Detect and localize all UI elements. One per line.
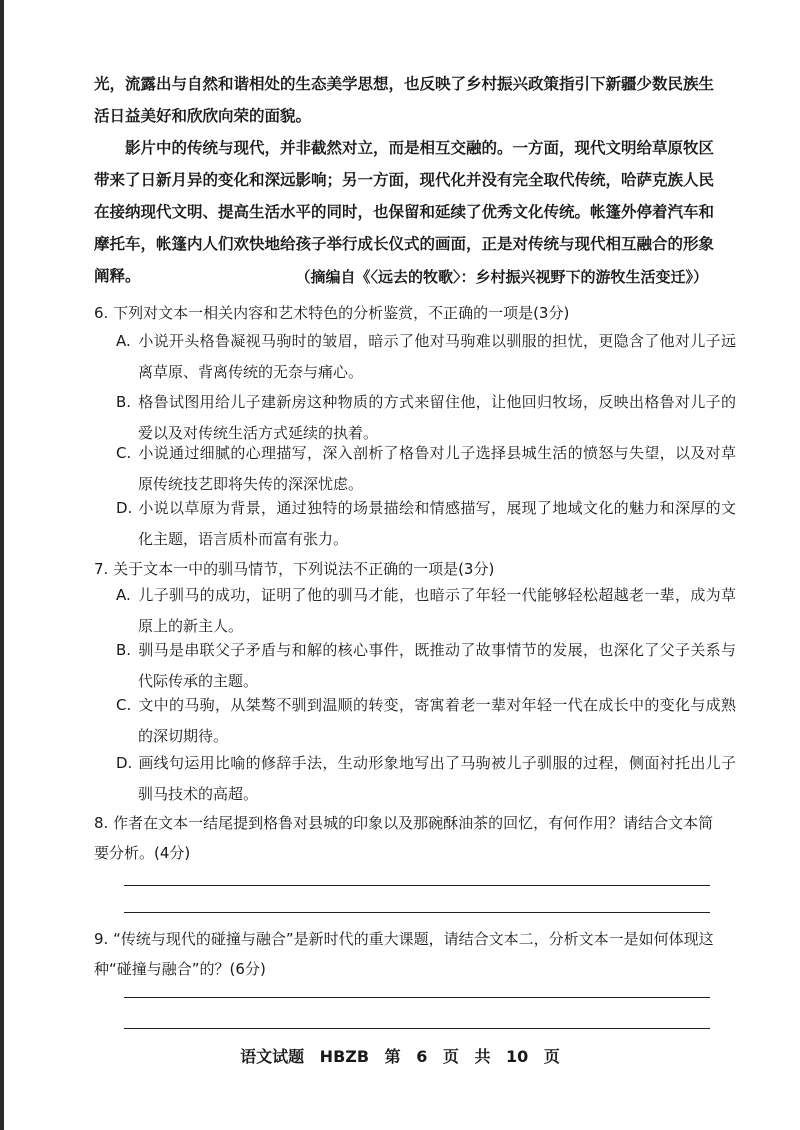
option-text: 小说以草原为背景，通过独特的场景描绘和情感描写，展现了地域文化的魅力和深厚的文化主题，语言质朴而富有张力。 [138,499,736,548]
question-6-option-a[interactable] [116,326,736,388]
question-7-stem: 7. 关于文本一中的驯马情节，下列说法不正确的一项是(3分) [94,560,495,578]
question-8-answer-line-1[interactable] [124,885,710,886]
option-text: 画线句运用比喻的修辞手法，生动形象地写出了马驹被儿子驯服的过程，侧面衬托出儿子驯马技术的高超。 [138,754,736,803]
question-7-option-a[interactable] [116,580,736,642]
option-label: A. [116,586,131,604]
question-9-answer-line-1[interactable] [124,997,710,998]
question-9-stem: 9. “传统与现代的碰撞与融合”是新时代的重大课题，请结合文本二，分析文本一是如何体现这种“碰撞与融合”的？(6分) [94,930,714,978]
option-label: B. [116,641,132,659]
question-8-stem: 8. 作者在文本一结尾提到格鲁对县城的印象以及那碗酥油茶的回忆，有何作用？请结合文本简要分析。(4分) [94,814,714,862]
scan-edge [0,0,4,1130]
option-label: A. [116,332,131,350]
option-text: 小说开头格鲁凝视马驹时的皱眉，暗示了他对马驹难以驯服的担忧，更隐含了他对儿子远离草原、背离传统的无奈与痛心。 [138,332,736,381]
option-text: 小说通过细腻的心理描写，深入剖析了格鲁对儿子选择县城生活的愤怒与失望，以及对草原传统技艺即将失传的深深忧虑。 [138,444,736,493]
option-label: C. [116,444,132,462]
question-7-option-c[interactable] [116,690,736,752]
option-text: 文中的马驹，从桀骜不驯到温顺的转变，寄寓着老一辈对年轻一代在成长中的变化与成熟的深切期待。 [138,696,736,745]
passage-paragraph-1: 光，流露出与自然和谐相处的生态美学思想，也反映了乡村振兴政策指引下新疆少数民族生活日益美好和欣欣向荣的面貌。 [94,74,715,125]
question-7-option-d[interactable] [116,748,736,810]
option-text: 儿子驯马的成功，证明了他的驯马才能，也暗示了年轻一代能够轻松超越老一辈，成为草原上的新主人。 [138,586,736,635]
question-7-option-b[interactable] [116,635,736,697]
option-text: 驯马是串联父子矛盾与和解的核心事件，既推动了故事情节的发展，也深化了父子关系与代际传承的主题。 [138,641,736,690]
option-text: 格鲁试图用给儿子建新房这种物质的方式来留住他，让他回归牧场，反映出格鲁对儿子的爱以及对传统生活方式延续的执着。 [138,393,736,442]
question-6-option-c[interactable] [116,438,736,500]
option-label: D. [116,754,133,772]
question-6-option-d[interactable] [116,493,736,555]
question-9-answer-line-2[interactable] [124,1028,710,1029]
question-8-answer-line-2[interactable] [124,912,710,913]
option-label: B. [116,393,132,411]
question-6-stem: 6. 下列对文本一相关内容和艺术特色的分析鉴赏，不正确的一项是(3分) [94,304,570,322]
option-label: C. [116,696,132,714]
passage-source: （摘编自《〈远去的牧歌〉：乡村振兴视野下的游牧生活变迁》） [295,268,708,286]
passage-paragraph-2: 影片中的传统与现代，并非截然对立，而是相互交融的。一方面，现代文明给草原牧区带来了日新月异的变化和深远影响；另一方面，现代化并没有完全取代传统，哈萨克族人民在接纳现代文明、提高生活水平的同时，也保留和延续了优秀文化传统。帐篷外停着汽车和摩托车，帐篷内人们欢快地给孩子举行成长仪式的画面，正是对传统与现代相互融合的形象阐释。 [94,138,715,285]
option-label: D. [116,499,133,517]
page-footer: 语文试题 HBZB 第 6 页 共 10 页 [240,1047,560,1066]
